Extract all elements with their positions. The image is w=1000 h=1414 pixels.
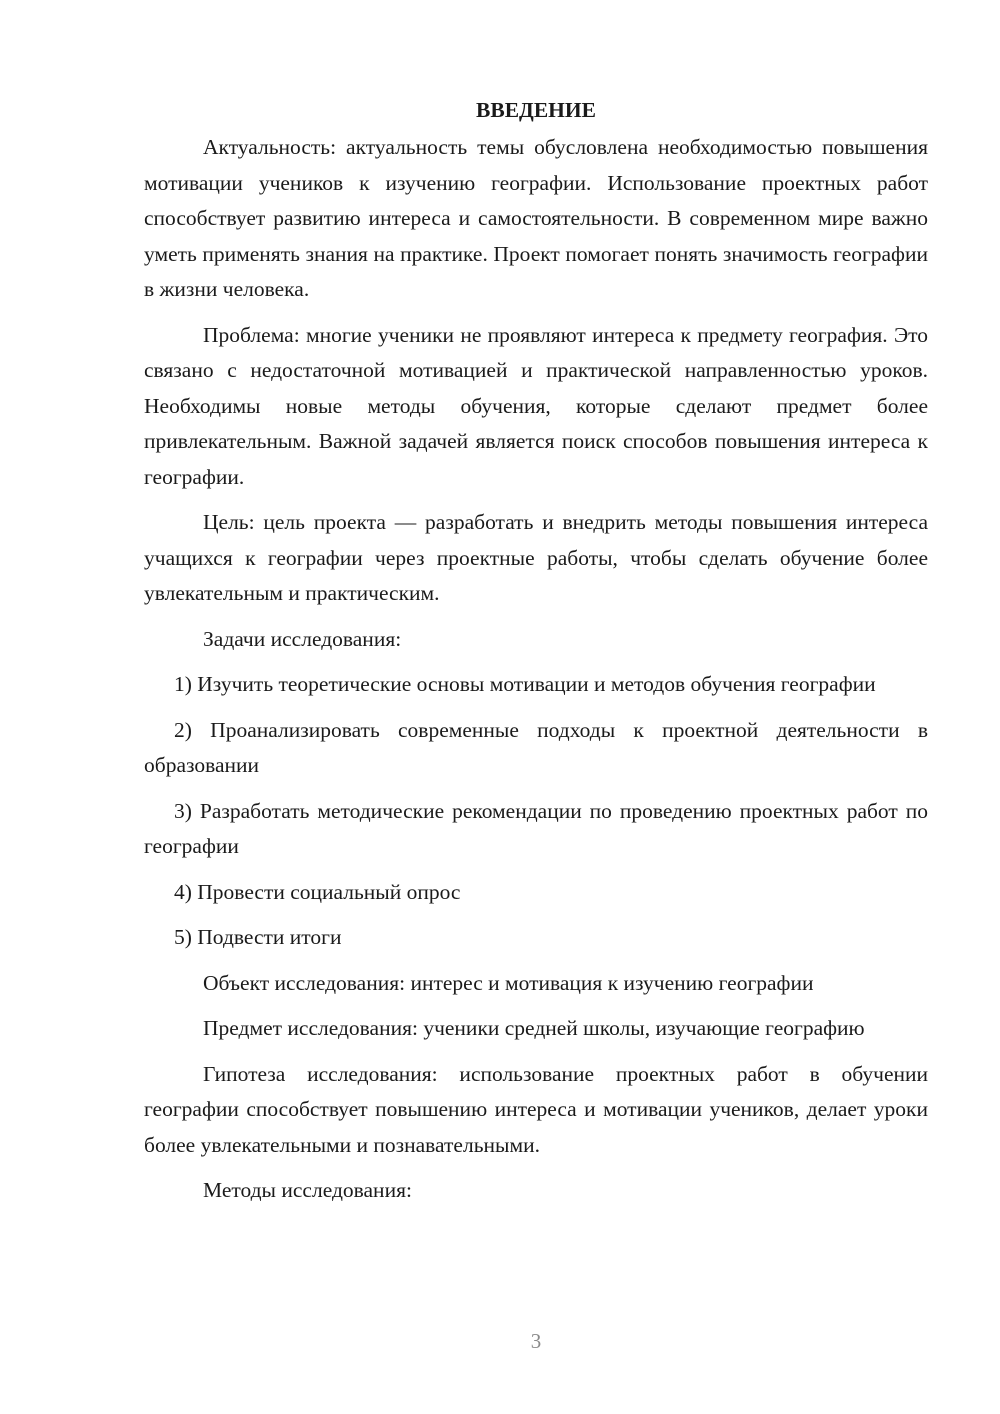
task-item-5: 5) Подвести итоги [174,925,342,949]
task-item-2: 2) Проанализировать современные подходы к проектной деятельности в образовании [144,717,928,777]
methods-paragraph: Методы исследования: [203,1178,412,1202]
task-item-1: 1) Изучить теоретические основы мотивации и методов обучения географии [174,672,876,696]
page-number: 3 [530,1329,542,1353]
object-paragraph: Объект исследования: интерес и мотивация к изучению географии [203,970,814,995]
subject-paragraph: Предмет исследования: ученики средней школы, изучающие географию [203,1016,865,1040]
task-item-4: 4) Провести социальный опрос [174,879,461,904]
goal-paragraph: Цель: цель проекта — разработать и внедрить методы повышения интереса учащихся к географии через проектные работы, чтобы сделать обучение более увлекательным и практическим. [144,510,928,605]
task-item-3: 3) Разработать методические рекомендации по проведению проектных работ по географии [144,798,928,858]
tasks-title: Задачи исследования: [203,626,402,651]
relevance-paragraph: Актуальность: актуальность темы обусловлена необходимостью повышения мотивации учеников к изучению географии. Использование проектных работ способствует развитию интереса и самостоятельности. В современном мире важно уметь применять знания на практике. Проект помогает понять значимость географии в жизни человека. [144,135,928,301]
hypothesis-paragraph: Гипотеза исследования: использование проектных работ в обучении географии способствует повышению интереса и мотивации учеников, делает уроки более увлекательными и познавательными. [144,1061,928,1157]
problem-paragraph: Проблема: многие ученики не проявляют интереса к предмету география. Это связано с недостаточной мотивацией и практической направленностью уроков. Необходимы новые методы обучения, которые сделают предмет более привлекательным. Важной задачей является поиск способов повышения интереса к географии. [144,322,928,489]
document-body [144,92,928,1219]
section-heading: ВВЕДЕНИЕ [476,98,596,122]
